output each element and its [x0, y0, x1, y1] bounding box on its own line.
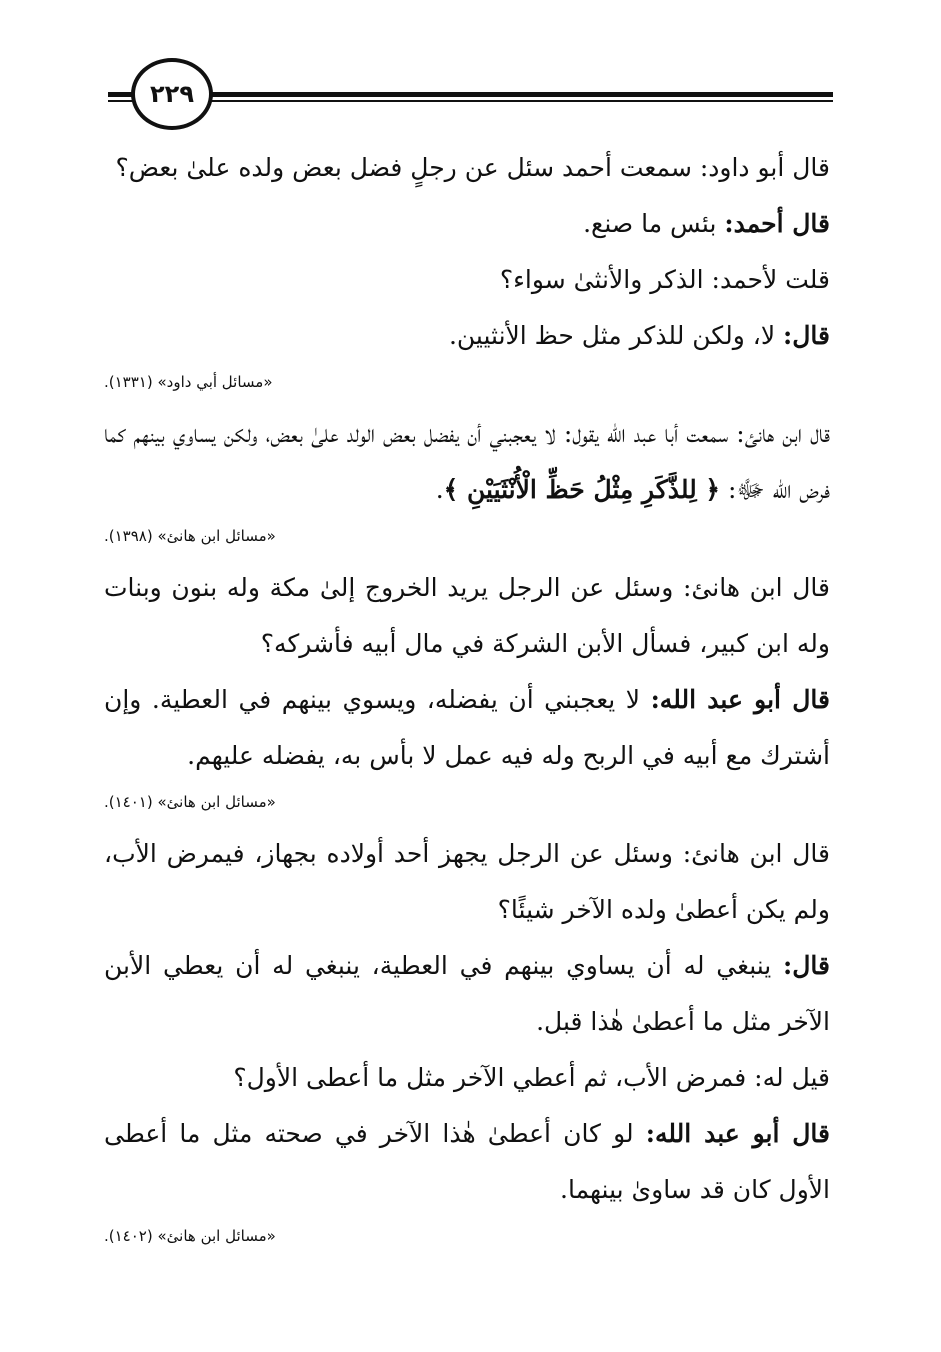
paragraph-text: قلت لأحمد: الذكر والأنثىٰ سواء؟ — [499, 265, 830, 294]
page-number-badge — [131, 58, 213, 130]
paragraph-text: بئس ما صنع. — [583, 209, 725, 238]
speaker-label: قال أحمد: — [724, 209, 830, 238]
speaker-label: قال: — [783, 951, 830, 980]
paragraph-text: ينبغي له أن يساوي بينهم في العطية، ينبغي له أن يعطي الأبن الآخر مثل ما أعطىٰ هٰذا قبل. — [104, 951, 830, 1036]
page-number: ٢٢٩ — [150, 80, 194, 108]
paragraph-text: قيل له: فمرض الأب، ثم أعطي الآخر مثل ما أعطى الأول؟ — [233, 1063, 830, 1092]
quran-verse: ﴿ لِلذَّكَرِ مِثْلُ حَظِّ الْأُنْثَيَيْنِ ﴾ — [443, 475, 721, 504]
reference-citation — [104, 526, 830, 546]
speaker-label: قال: — [783, 321, 830, 350]
paragraph-text: قال أبو داود: سمعت أحمد سئل عن رجلٍ فضل بعض ولده علىٰ بعض؟ — [115, 153, 830, 182]
paragraph-text: لا، ولكن للذكر مثل حظ الأنثيين. — [448, 321, 784, 350]
paragraph-text: لو كان أعطىٰ هٰذا الآخر في صحته مثل ما أعطى الأول كان قد ساوىٰ بينهما. — [104, 1119, 830, 1204]
paragraph — [104, 826, 830, 938]
reference-text: «مسائل ابن هانئ» (١٤٠٢). — [104, 1227, 276, 1245]
paragraph — [104, 672, 830, 784]
reference-citation — [104, 1226, 830, 1246]
reference-text: «مسائل أبي داود» (١٣٣١). — [104, 373, 273, 391]
speaker-label: قال أبو عبد الله: — [650, 685, 830, 714]
header-rule-thick — [108, 92, 833, 97]
paragraph — [104, 560, 830, 672]
paragraph-text: قال ابن هانئ: سمعت أبا عبد الله يقول: لا يعجبني أن يفضل بعض الولد علىٰ بعض، ولكن يساوي بينهم كما فرض الله ﷻ: — [104, 419, 830, 504]
paragraph — [104, 1050, 830, 1106]
speaker-label: قال أبو عبد الله: — [645, 1119, 830, 1148]
paragraph — [104, 1106, 830, 1218]
paragraph — [104, 196, 830, 252]
reference-citation — [104, 792, 830, 812]
paragraph — [104, 938, 830, 1050]
header-rule-thin — [108, 100, 833, 102]
paragraph-text: قال ابن هانئ: وسئل عن الرجل يريد الخروج إلىٰ مكة وله بنون وبنات وله ابن كبير، فسأل الأبن الشركة في مال أبيه فأشركه؟ — [104, 573, 830, 658]
reference-citation — [104, 372, 830, 392]
paragraph — [104, 140, 830, 196]
reference-text: «مسائل ابن هانئ» (١٤٠١). — [104, 793, 276, 811]
paragraph — [104, 252, 830, 308]
paragraph-tail: . — [435, 475, 444, 504]
paragraph-text: لا يعجبني أن يفضله، ويسوي بينهم في العطية. وإن أشترك مع أبيه في الربح وله فيه عمل لا بأس به، يفضله عليهم. — [104, 685, 830, 770]
paragraph — [104, 308, 830, 364]
paragraph-text: قال ابن هانئ: وسئل عن الرجل يجهز أحد أولاده بجهاز، فيمرض الأب، ولم يكن أعطىٰ ولده الآخر شيئًا؟ — [104, 839, 830, 924]
paragraph — [104, 406, 830, 518]
page-body — [104, 128, 830, 1260]
page-header — [0, 0, 941, 130]
reference-text: «مسائل ابن هانئ» (١٣٩٨). — [104, 527, 276, 545]
